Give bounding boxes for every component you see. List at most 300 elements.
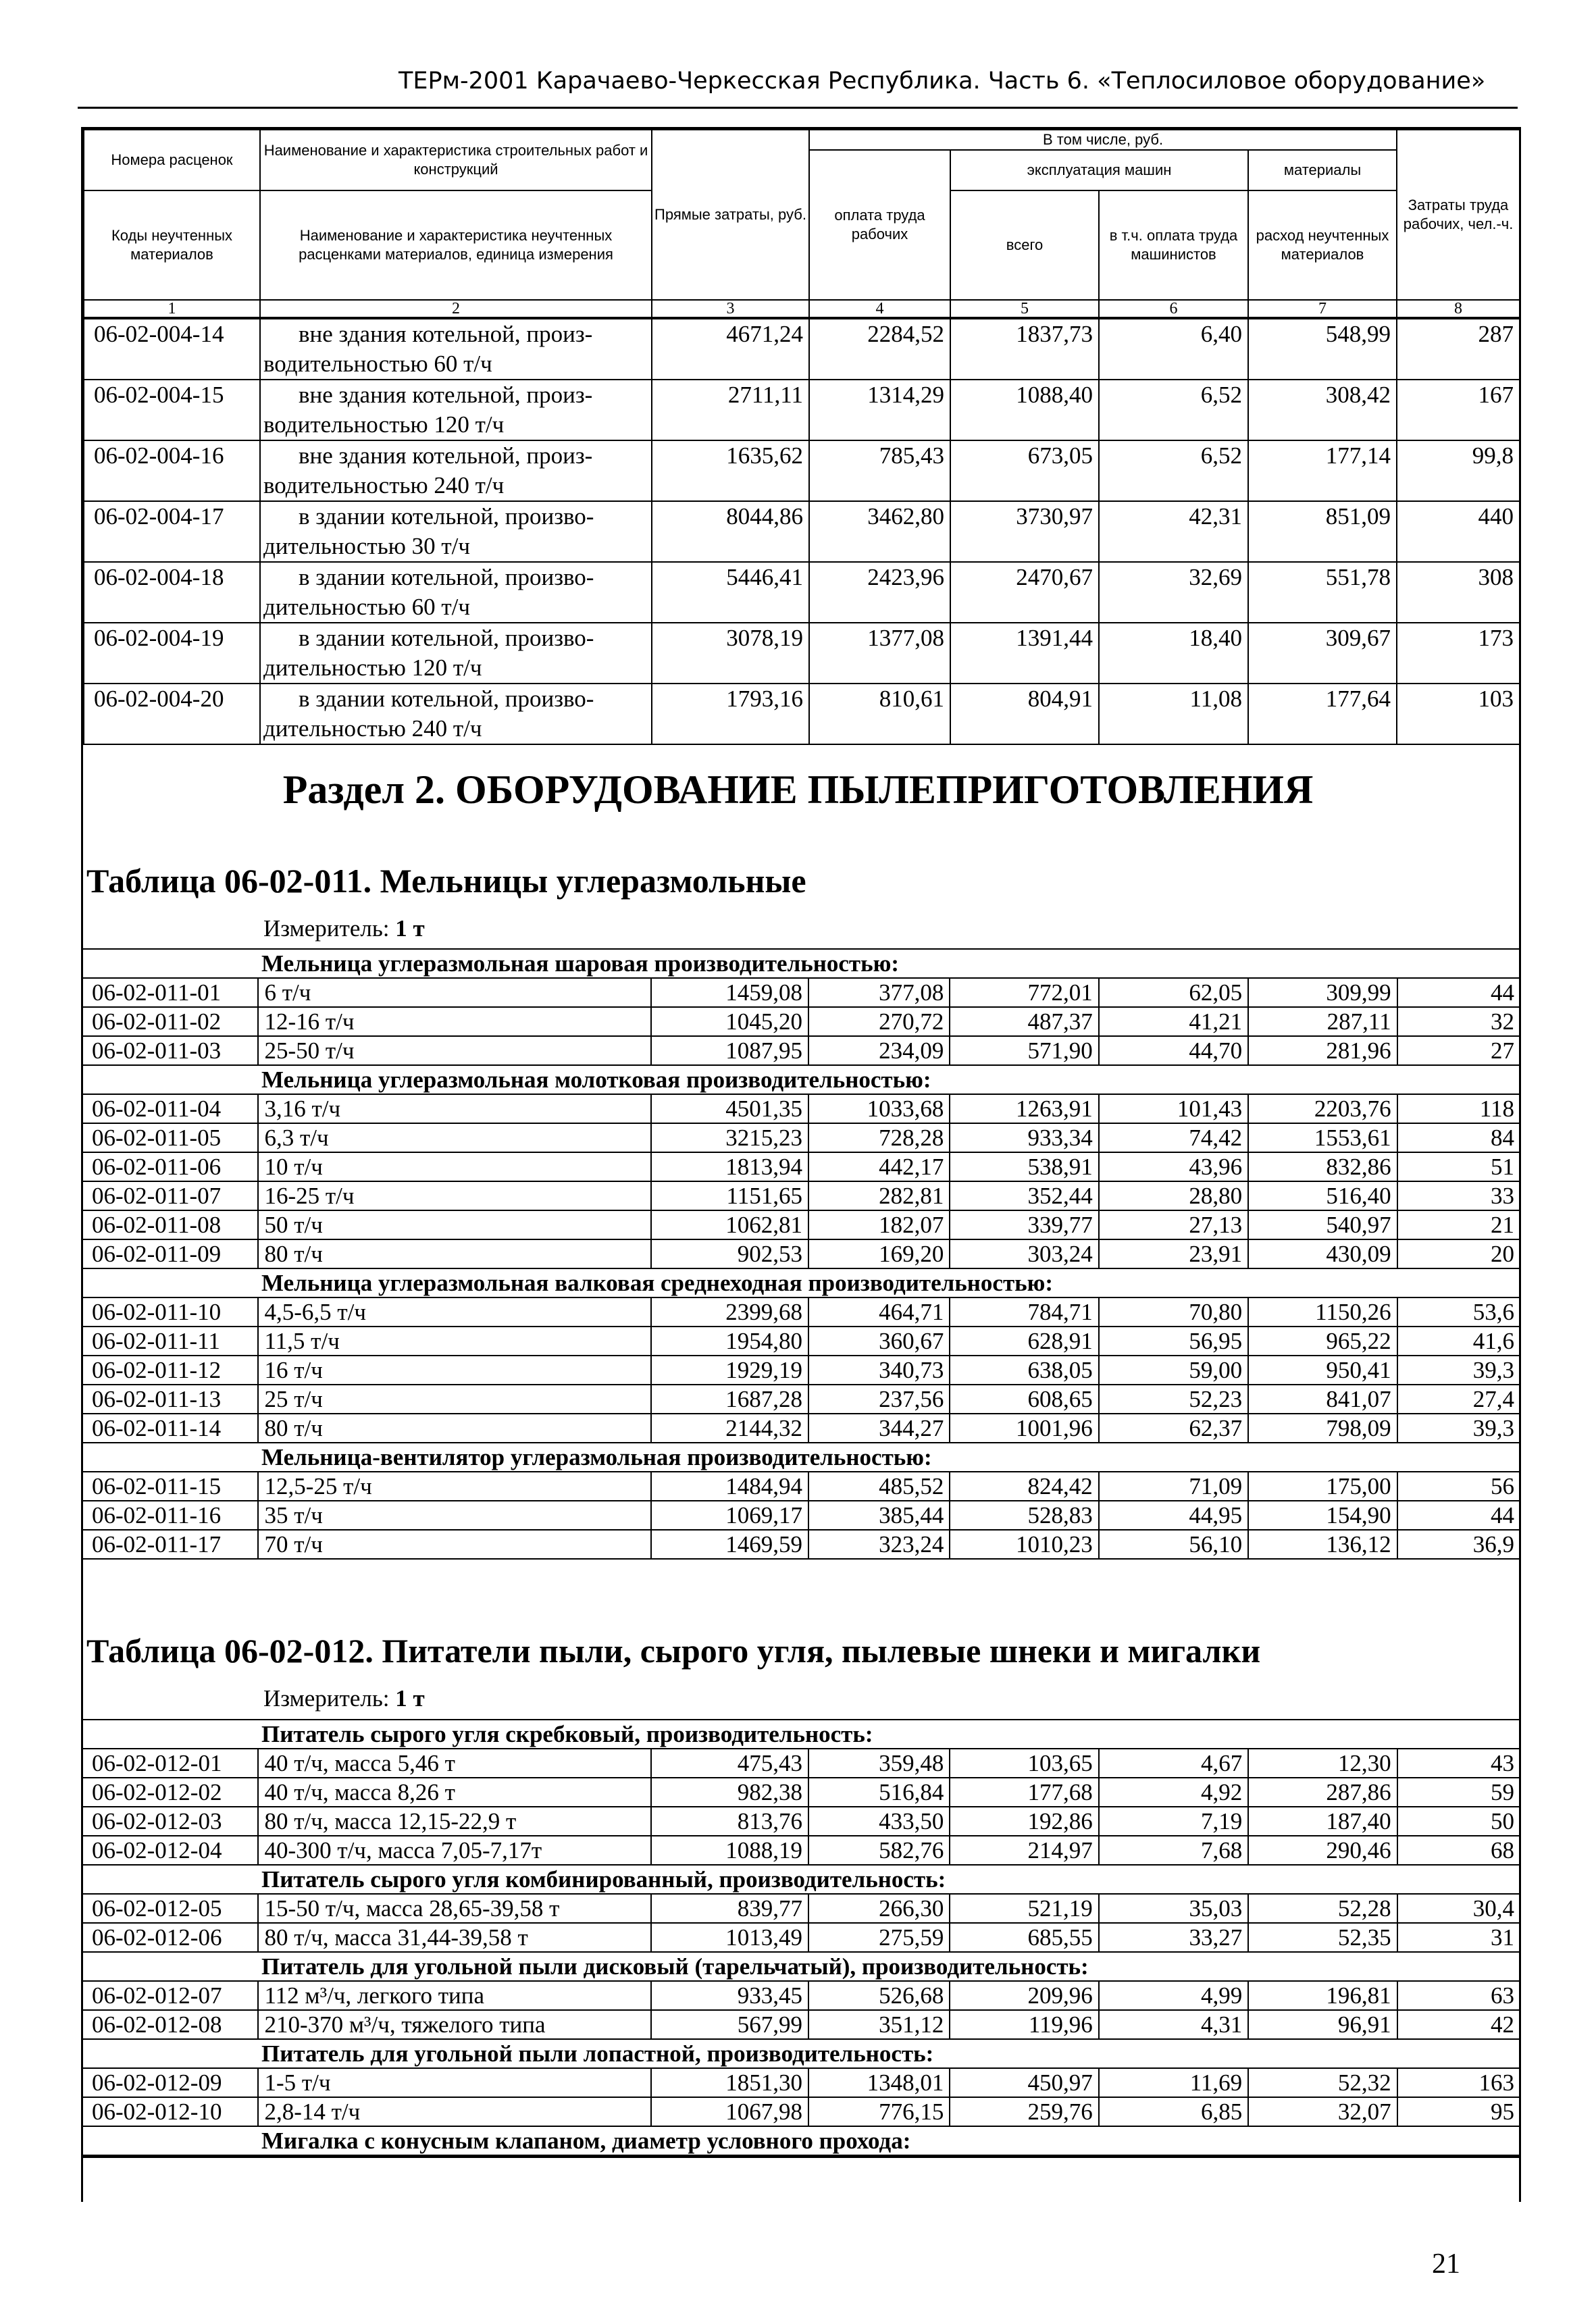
rate-value: 728,28	[808, 1123, 950, 1152]
rate-name-line: водительностью 60 т/ч	[263, 351, 492, 377]
header-work-name: Наименование и характеристика строительных работ и конструкций	[260, 130, 652, 190]
rate-code: 06-02-012-08	[82, 2010, 258, 2039]
rate-value: 3078,19	[652, 623, 809, 684]
rate-code: 06-02-012-03	[82, 1807, 258, 1836]
rate-value: 44	[1397, 1501, 1520, 1530]
rate-code: 06-02-011-03	[82, 1036, 258, 1065]
rate-value: 359,48	[808, 1749, 950, 1778]
rate-value: 464,71	[808, 1297, 950, 1327]
table-row	[82, 1414, 1520, 1443]
rate-value: 485,52	[808, 1472, 950, 1501]
rate-value: 11,08	[1099, 684, 1248, 744]
rate-value: 1067,98	[651, 2097, 808, 2126]
rate-value: 1635,62	[652, 440, 809, 501]
table-row	[82, 1981, 1520, 2010]
rate-value: 59	[1397, 1778, 1520, 1807]
rate-code: 06-02-011-10	[82, 1297, 258, 1327]
header-materials: материалы	[1248, 150, 1397, 190]
rate-value: 4671,24	[652, 319, 809, 380]
rate-value: 784,71	[950, 1297, 1098, 1327]
table-row	[84, 380, 1520, 440]
rate-value: 824,42	[950, 1472, 1098, 1501]
rate-code: 06-02-011-16	[82, 1501, 258, 1530]
rate-value: 638,05	[950, 1356, 1098, 1385]
rate-name: 6,3 т/ч	[258, 1123, 650, 1152]
rate-value: 538,91	[950, 1152, 1098, 1181]
rate-value: 1088,40	[950, 380, 1099, 440]
rate-value: 950,41	[1248, 1356, 1397, 1385]
rate-value: 95	[1397, 2097, 1520, 2126]
rate-value: 3215,23	[651, 1123, 808, 1152]
rate-value: 1069,17	[651, 1501, 808, 1530]
rate-name: 70 т/ч	[258, 1530, 650, 1559]
rate-value: 351,12	[808, 2010, 950, 2039]
table-row	[82, 1327, 1520, 1356]
rate-value: 433,50	[808, 1807, 950, 1836]
rate-value: 309,99	[1248, 978, 1397, 1007]
rate-value: 32,69	[1099, 562, 1248, 623]
rate-value: 1314,29	[809, 380, 950, 440]
rates-table-frame	[81, 127, 1521, 745]
rate-value: 548,99	[1248, 319, 1397, 380]
page-number: 21	[1432, 2248, 1460, 2280]
rate-value: 6,52	[1099, 380, 1248, 440]
table-row	[82, 2068, 1520, 2097]
rate-value: 51	[1397, 1152, 1520, 1181]
rate-value: 266,30	[808, 1894, 950, 1923]
rate-code: 06-02-011-14	[82, 1414, 258, 1443]
unit-value: 1 т	[395, 1685, 425, 1712]
rate-name-line: дительностью 30 т/ч	[263, 533, 470, 559]
rate-name: 40 т/ч, масса 5,46 т	[258, 1749, 650, 1778]
rate-value: 1954,80	[651, 1327, 808, 1356]
rate-name-line: вне здания котельной, произ-	[299, 442, 593, 469]
unit-label: Измеритель:	[263, 915, 390, 942]
rate-value: 35,03	[1099, 1894, 1248, 1923]
group-header-row	[82, 2126, 1520, 2155]
group-title: Мигалка с конусным клапаном, диаметр условного прохода:	[82, 2126, 1520, 2155]
rate-value: 360,67	[808, 1327, 950, 1356]
rate-name-line: дительностью 240 т/ч	[263, 715, 482, 742]
rate-name-line: в здании котельной, произво-	[299, 503, 594, 530]
rate-name	[260, 623, 652, 684]
table-row	[82, 1472, 1520, 1501]
rate-value: 851,09	[1248, 501, 1397, 562]
rate-name-line: водительностью 120 т/ч	[263, 411, 505, 438]
table-row	[82, 2097, 1520, 2126]
rate-value: 62,05	[1099, 978, 1248, 1007]
rate-code: 06-02-011-13	[82, 1385, 258, 1414]
rate-value: 450,97	[950, 2068, 1098, 2097]
rate-value: 567,99	[651, 2010, 808, 2039]
table-row	[82, 1778, 1520, 1807]
rate-name-line: в здании котельной, произво-	[299, 625, 594, 651]
column-number: 2	[260, 300, 652, 317]
rate-value: 1263,91	[950, 1094, 1098, 1123]
rate-name: 12,5-25 т/ч	[258, 1472, 650, 1501]
rate-code: 06-02-012-06	[82, 1923, 258, 1952]
rate-value: 52,35	[1248, 1923, 1397, 1952]
column-header	[83, 129, 1520, 318]
rate-value: 39,3	[1397, 1414, 1520, 1443]
rate-value: 1013,49	[651, 1923, 808, 1952]
header-material-consumption: расход неучтенных материалов	[1248, 190, 1397, 300]
rate-value: 521,19	[950, 1894, 1098, 1923]
rate-value: 175,00	[1248, 1472, 1397, 1501]
rate-value: 99,8	[1397, 440, 1520, 501]
table-row	[82, 1923, 1520, 1952]
rate-name: 12-16 т/ч	[258, 1007, 650, 1036]
rate-value: 52,23	[1099, 1385, 1248, 1414]
rate-value: 62,37	[1099, 1414, 1248, 1443]
rate-name: 80 т/ч	[258, 1414, 650, 1443]
table-row	[82, 1297, 1520, 1327]
rate-value: 902,53	[651, 1239, 808, 1268]
column-number: 4	[809, 300, 950, 317]
table-row	[82, 1501, 1520, 1530]
rate-value: 41,21	[1099, 1007, 1248, 1036]
rate-name: 25 т/ч	[258, 1385, 650, 1414]
rate-code: 06-02-011-04	[82, 1094, 258, 1123]
rate-value: 2711,11	[652, 380, 809, 440]
rate-code: 06-02-004-19	[84, 623, 260, 684]
table-row	[84, 501, 1520, 562]
rate-value: 839,77	[651, 1894, 808, 1923]
rate-value: 53,6	[1397, 1297, 1520, 1327]
rate-value: 1045,20	[651, 1007, 808, 1036]
rate-code: 06-02-011-12	[82, 1356, 258, 1385]
rate-value: 52,28	[1248, 1894, 1397, 1923]
table-row	[84, 684, 1520, 744]
table-row	[84, 440, 1520, 501]
rate-value: 4501,35	[651, 1094, 808, 1123]
rate-value: 8044,86	[652, 501, 809, 562]
rate-name-line: в здании котельной, произво-	[299, 564, 594, 590]
rate-value: 308,42	[1248, 380, 1397, 440]
rate-value: 340,73	[808, 1356, 950, 1385]
table-row	[82, 1385, 1520, 1414]
rate-code: 06-02-011-08	[82, 1210, 258, 1239]
table-row	[82, 1807, 1520, 1836]
rate-value: 487,37	[950, 1007, 1098, 1036]
rate-name: 80 т/ч, масса 31,44-39,58 т	[258, 1923, 650, 1952]
rate-value: 28,80	[1099, 1181, 1248, 1210]
rate-value: 1793,16	[652, 684, 809, 744]
rate-name	[260, 562, 652, 623]
group-header-row	[82, 1268, 1520, 1297]
rate-value: 2203,76	[1248, 1094, 1397, 1123]
table-012-unit	[263, 1685, 425, 1712]
rate-code: 06-02-012-10	[82, 2097, 258, 2126]
rate-value: 772,01	[950, 978, 1098, 1007]
rate-value: 33	[1397, 1181, 1520, 1210]
rate-value: 187,40	[1248, 1807, 1397, 1836]
rate-value: 154,90	[1248, 1501, 1397, 1530]
table-row	[82, 1210, 1520, 1239]
rate-value: 309,67	[1248, 623, 1397, 684]
column-number: 7	[1248, 300, 1397, 317]
rate-value: 813,76	[651, 1807, 808, 1836]
rate-value: 169,20	[808, 1239, 950, 1268]
group-title: Питатель для угольной пыли лопастной, производительность:	[82, 2039, 1520, 2068]
table-row	[82, 1036, 1520, 1065]
column-number: 1	[84, 300, 260, 317]
rate-value: 36,9	[1397, 1530, 1520, 1559]
rate-value: 27,4	[1397, 1385, 1520, 1414]
rate-value: 528,83	[950, 1501, 1098, 1530]
rate-value: 1851,30	[651, 2068, 808, 2097]
group-header-row	[82, 1443, 1520, 1472]
rate-code: 06-02-012-04	[82, 1836, 258, 1865]
rate-name: 35 т/ч	[258, 1501, 650, 1530]
rate-value: 2470,67	[950, 562, 1099, 623]
rate-value: 103	[1397, 684, 1520, 744]
rate-value: 52,32	[1248, 2068, 1397, 2097]
rate-value: 2144,32	[651, 1414, 808, 1443]
table-row	[82, 1123, 1520, 1152]
rate-value: 1088,19	[651, 1836, 808, 1865]
rate-value: 377,08	[808, 978, 950, 1007]
rate-name: 10 т/ч	[258, 1152, 650, 1181]
rate-value: 237,56	[808, 1385, 950, 1414]
rate-value: 982,38	[651, 1778, 808, 1807]
rate-value: 1837,73	[950, 319, 1099, 380]
rate-value: 163	[1397, 2068, 1520, 2097]
rate-value: 20	[1397, 1239, 1520, 1268]
group-header-row	[82, 1952, 1520, 1981]
table-011-grid	[81, 948, 1521, 1560]
rate-value: 339,77	[950, 1210, 1098, 1239]
rate-value: 214,97	[950, 1836, 1098, 1865]
rate-value: 516,84	[808, 1778, 950, 1807]
rate-value: 56,10	[1099, 1530, 1248, 1559]
rate-name-line: дительностью 60 т/ч	[263, 594, 470, 620]
rate-code: 06-02-011-07	[82, 1181, 258, 1210]
rate-code: 06-02-011-15	[82, 1472, 258, 1501]
rate-value: 44,95	[1099, 1501, 1248, 1530]
rate-value: 32,07	[1248, 2097, 1397, 2126]
rate-value: 4,92	[1099, 1778, 1248, 1807]
header-machines: эксплуатация машин	[950, 150, 1248, 190]
table-row	[84, 562, 1520, 623]
rate-name	[260, 684, 652, 744]
header-operator-pay: в т.ч. оплата труда машинистов	[1099, 190, 1248, 300]
section-title: Раздел 2. ОБОРУДОВАНИЕ ПЫЛЕПРИГОТОВЛЕНИЯ	[282, 767, 1314, 812]
rate-value: 21	[1397, 1210, 1520, 1239]
rate-value: 798,09	[1248, 1414, 1397, 1443]
header-worker-pay: оплата труда рабочих	[809, 150, 950, 300]
rate-value: 56	[1397, 1472, 1520, 1501]
rate-value: 96,91	[1248, 2010, 1397, 2039]
rate-value: 63	[1397, 1981, 1520, 2010]
rate-value: 196,81	[1248, 1981, 1397, 2010]
rate-code: 06-02-004-16	[84, 440, 260, 501]
rate-code: 06-02-004-17	[84, 501, 260, 562]
column-number: 5	[950, 300, 1099, 317]
rate-name: 15-50 т/ч, масса 28,65-39,58 т	[258, 1894, 650, 1923]
header-rate-number: Номера расценок	[84, 130, 260, 190]
rate-value: 385,44	[808, 1501, 950, 1530]
rate-value: 673,05	[950, 440, 1099, 501]
rate-value: 74,42	[1099, 1123, 1248, 1152]
rate-value: 1062,81	[651, 1210, 808, 1239]
rate-value: 70,80	[1099, 1297, 1248, 1327]
rate-value: 39,3	[1397, 1356, 1520, 1385]
group-header-row	[82, 1720, 1520, 1749]
group-header-row	[82, 1065, 1520, 1094]
rate-value: 1484,94	[651, 1472, 808, 1501]
group-title: Мельница углеразмольная молотковая производительностью:	[82, 1065, 1520, 1094]
rate-name-line: дительностью 120 т/ч	[263, 654, 482, 681]
table-row	[82, 1239, 1520, 1268]
rate-value: 6,52	[1099, 440, 1248, 501]
rate-value: 118	[1397, 1094, 1520, 1123]
top-rates-body	[83, 318, 1520, 745]
rate-value: 1348,01	[808, 2068, 950, 2097]
rate-name: 25-50 т/ч	[258, 1036, 650, 1065]
rate-value: 42,31	[1099, 501, 1248, 562]
group-title: Питатель для угольной пыли дисковый (тарельчатый), производительность:	[82, 1952, 1520, 1981]
rate-value: 290,46	[1248, 1836, 1397, 1865]
group-header-row	[82, 1865, 1520, 1894]
rate-value: 582,76	[808, 1836, 950, 1865]
rate-value: 323,24	[808, 1530, 950, 1559]
rate-value: 44	[1397, 978, 1520, 1007]
table-012-title: Таблица 06-02-012. Питатели пыли, сырого угля, пылевые шнеки и мигалки	[86, 1632, 1261, 1670]
rate-value: 33,27	[1099, 1923, 1248, 1952]
rate-name: 16 т/ч	[258, 1356, 650, 1385]
rate-name: 3,16 т/ч	[258, 1094, 650, 1123]
column-numbers-row	[84, 300, 1520, 317]
rate-value: 6,85	[1099, 2097, 1248, 2126]
rate-value: 965,22	[1248, 1327, 1397, 1356]
rate-name: 80 т/ч	[258, 1239, 650, 1268]
rate-value: 303,24	[950, 1239, 1098, 1268]
unit-value: 1 т	[395, 915, 425, 942]
rate-value: 1553,61	[1248, 1123, 1397, 1152]
rate-code: 06-02-012-02	[82, 1778, 258, 1807]
table-row	[82, 1530, 1520, 1559]
rate-value: 43,96	[1099, 1152, 1248, 1181]
rate-value: 685,55	[950, 1923, 1098, 1952]
rate-value: 841,07	[1248, 1385, 1397, 1414]
rate-value: 50	[1397, 1807, 1520, 1836]
rate-value: 287,11	[1248, 1007, 1397, 1036]
header-material-names: Наименование и характеристика неучтенных расценками материалов, единица измерения	[260, 190, 652, 300]
rate-value: 344,27	[808, 1414, 950, 1443]
table-row	[84, 623, 1520, 684]
rate-value: 27,13	[1099, 1210, 1248, 1239]
rate-value: 287	[1397, 319, 1520, 380]
rate-value: 1033,68	[808, 1094, 950, 1123]
rate-name: 16-25 т/ч	[258, 1181, 650, 1210]
rate-value: 810,61	[809, 684, 950, 744]
rate-value: 442,17	[808, 1152, 950, 1181]
rate-value: 1469,59	[651, 1530, 808, 1559]
table-012	[81, 1719, 1521, 2158]
rate-name: 50 т/ч	[258, 1210, 650, 1239]
rate-name-line: вне здания котельной, произ-	[299, 382, 593, 408]
rate-value: 119,96	[950, 2010, 1098, 2039]
rate-value: 68	[1397, 1836, 1520, 1865]
rate-value: 84	[1397, 1123, 1520, 1152]
rate-value: 1813,94	[651, 1152, 808, 1181]
rate-value: 270,72	[808, 1007, 950, 1036]
column-number: 8	[1397, 300, 1520, 317]
rate-value: 2284,52	[809, 319, 950, 380]
rate-value: 234,09	[808, 1036, 950, 1065]
rate-value: 3730,97	[950, 501, 1099, 562]
group-header-row	[82, 2039, 1520, 2068]
rate-name: 80 т/ч, масса 12,15-22,9 т	[258, 1807, 650, 1836]
rate-value: 1929,19	[651, 1356, 808, 1385]
table-012-grid	[81, 1719, 1521, 2156]
table-row	[84, 319, 1520, 380]
rate-code: 06-02-011-06	[82, 1152, 258, 1181]
table-row	[82, 1836, 1520, 1865]
header-machines-total: всего	[950, 190, 1099, 300]
rate-value: 1150,26	[1248, 1297, 1397, 1327]
rate-value: 440	[1397, 501, 1520, 562]
header-rule	[78, 107, 1518, 109]
running-header: ТЕРм-2001 Карачаево-Черкесская Республика. Часть 6. «Теплосиловое оборудование»	[398, 68, 1486, 95]
rate-value: 4,67	[1099, 1749, 1248, 1778]
rate-name-line: водительностью 240 т/ч	[263, 472, 505, 498]
rate-value: 804,91	[950, 684, 1099, 744]
column-number: 6	[1099, 300, 1248, 317]
table-row	[82, 978, 1520, 1007]
rate-value: 71,09	[1099, 1472, 1248, 1501]
rate-name: 1-5 т/ч	[258, 2068, 650, 2097]
rate-value: 11,69	[1099, 2068, 1248, 2097]
rate-value: 1087,95	[651, 1036, 808, 1065]
group-title: Мельница углеразмольная шаровая производительностью:	[82, 949, 1520, 978]
rate-value: 44,70	[1099, 1036, 1248, 1065]
rate-value: 101,43	[1099, 1094, 1248, 1123]
rate-value: 1010,23	[950, 1530, 1098, 1559]
rate-value: 275,59	[808, 1923, 950, 1952]
rate-value: 259,76	[950, 2097, 1098, 2126]
rate-value: 785,43	[809, 440, 950, 501]
rate-code: 06-02-011-17	[82, 1530, 258, 1559]
rate-code: 06-02-012-09	[82, 2068, 258, 2097]
rate-name	[260, 501, 652, 562]
rate-value: 27	[1397, 1036, 1520, 1065]
group-title: Питатель сырого угля скребковый, производительность:	[82, 1720, 1520, 1749]
rate-value: 18,40	[1099, 623, 1248, 684]
rate-value: 6,40	[1099, 319, 1248, 380]
table-row	[82, 1094, 1520, 1123]
header-material-codes: Коды неучтенных материалов	[84, 190, 260, 300]
rate-name: 40 т/ч, масса 8,26 т	[258, 1778, 650, 1807]
rate-value: 32	[1397, 1007, 1520, 1036]
rate-code: 06-02-004-18	[84, 562, 260, 623]
rate-name: 6 т/ч	[258, 978, 650, 1007]
rate-value: 551,78	[1248, 562, 1397, 623]
rate-value: 177,68	[950, 1778, 1098, 1807]
rate-value: 1001,96	[950, 1414, 1098, 1443]
rate-value: 23,91	[1099, 1239, 1248, 1268]
rate-value: 59,00	[1099, 1356, 1248, 1385]
rate-name: 210-370 м³/ч, тяжелого типа	[258, 2010, 650, 2039]
rate-code: 06-02-011-09	[82, 1239, 258, 1268]
rate-value: 475,43	[651, 1749, 808, 1778]
rate-value: 7,19	[1099, 1807, 1248, 1836]
group-title: Питатель сырого угля комбинированный, производительность:	[82, 1865, 1520, 1894]
rate-value: 4,99	[1099, 1981, 1248, 2010]
rate-value: 352,44	[950, 1181, 1098, 1210]
rate-code: 06-02-012-05	[82, 1894, 258, 1923]
